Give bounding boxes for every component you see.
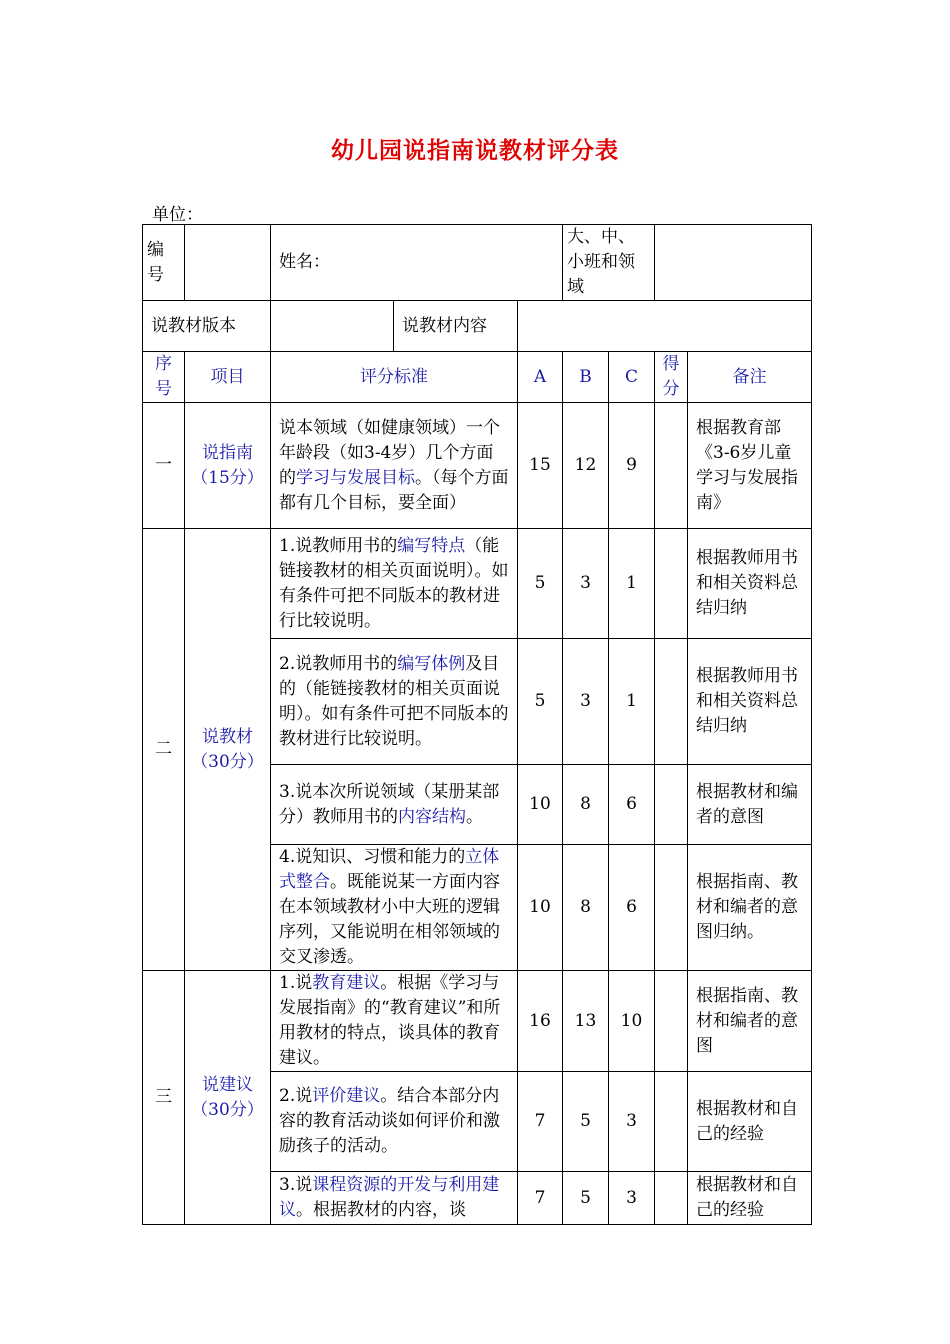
info-row-1	[143, 225, 812, 301]
version-value[interactable]	[271, 301, 394, 351]
score-input[interactable]	[655, 1072, 688, 1172]
number-value[interactable]	[185, 225, 271, 301]
criteria-cell: 3.说本次所说领域（某册某部分）教师用书的内容结构。	[271, 765, 518, 845]
section-seq: 一	[143, 403, 185, 529]
criteria-cell: 1.说教师用书的编写特点（能链接教材的相关页面说明）。如有条件可把不同版本的教材进行比较说明。	[271, 529, 518, 639]
header-seq: 序号	[143, 352, 185, 403]
score-b: 5	[563, 1172, 609, 1225]
score-c: 3	[609, 1072, 655, 1172]
header-c: C	[609, 352, 655, 403]
header-row	[143, 352, 812, 403]
criteria-cell: 1.说教育建议。根据《学习与发展指南》的“教育建议”和所用教材的特点，谈具体的教育建议。	[271, 971, 518, 1072]
score-input[interactable]	[655, 403, 688, 529]
score-input[interactable]	[655, 845, 688, 971]
content-label: 说教材内容	[402, 315, 487, 336]
note-cell: 根据教材和自己的经验	[688, 1172, 812, 1225]
score-c: 3	[609, 1172, 655, 1225]
table-row	[143, 529, 812, 639]
note-cell: 根据教育部《3-6岁儿童学习与发展指南》	[688, 403, 812, 529]
note-cell: 根据教师用书和相关资料总结归纳	[688, 529, 812, 639]
criteria-cell: 3.说课程资源的开发与利用建议。根据教材的内容，谈	[271, 1172, 518, 1225]
header-a: A	[518, 352, 563, 403]
note-cell: 根据教师用书和相关资料总结归纳	[688, 639, 812, 765]
score-b: 5	[563, 1072, 609, 1172]
score-b: 8	[563, 765, 609, 845]
score-c: 6	[609, 845, 655, 971]
score-input[interactable]	[655, 971, 688, 1072]
version-content-split	[271, 301, 518, 352]
score-table	[142, 224, 812, 1225]
section-seq: 三	[143, 971, 185, 1225]
header-item: 项目	[185, 352, 271, 403]
note-cell: 根据指南、教材和编者的意图归纳。	[688, 845, 812, 971]
header-score: 得分	[655, 352, 688, 403]
score-input[interactable]	[655, 1172, 688, 1225]
score-a: 7	[518, 1172, 563, 1225]
criteria-cell: 2.说教师用书的编写体例及目的（能链接教材的相关页面说明）。如有条件可把不同版本的教材进行比较说明。	[271, 639, 518, 765]
score-a: 16	[518, 971, 563, 1072]
info-row-2	[143, 301, 812, 352]
table-row	[143, 971, 812, 1072]
class-value[interactable]	[655, 225, 812, 301]
header-note: 备注	[688, 352, 812, 403]
score-b: 8	[563, 845, 609, 971]
content-value[interactable]	[518, 301, 812, 352]
section-seq: 二	[143, 529, 185, 971]
score-c: 6	[609, 765, 655, 845]
number-label: 编号	[143, 225, 185, 301]
score-a: 10	[518, 845, 563, 971]
score-c: 9	[609, 403, 655, 529]
table-row	[143, 403, 812, 529]
score-c: 10	[609, 971, 655, 1072]
score-c: 1	[609, 639, 655, 765]
criteria-cell: 2.说评价建议。结合本部分内容的教育活动谈如何评价和激励孩子的活动。	[271, 1072, 518, 1172]
section-item: 说建议 （30分）	[185, 971, 271, 1225]
section-item: 说教材 （30分）	[185, 529, 271, 971]
section-item: 说指南 （15分）	[185, 403, 271, 529]
criteria-cell: 4.说知识、习惯和能力的立体式整合。既能说某一方面内容在本领域教材小中大班的逻辑序列，又能说明在相邻领域的交叉渗透。	[271, 845, 518, 971]
name-cell[interactable]: 姓名：	[271, 225, 563, 301]
note-cell: 根据指南、教材和编者的意图	[688, 971, 812, 1072]
score-input[interactable]	[655, 765, 688, 845]
score-b: 3	[563, 529, 609, 639]
score-input[interactable]	[655, 639, 688, 765]
score-b: 13	[563, 971, 609, 1072]
note-cell: 根据教材和自己的经验	[688, 1072, 812, 1172]
score-a: 15	[518, 403, 563, 529]
score-a: 5	[518, 639, 563, 765]
unit-label: 单位：	[152, 205, 203, 225]
score-c: 1	[609, 529, 655, 639]
score-b: 3	[563, 639, 609, 765]
score-b: 12	[563, 403, 609, 529]
criteria-cell: 说本领域（如健康领域）一个年龄段（如3-4岁）几个方面的学习与发展目标。（每个方面都有几个目标，要全面）	[271, 403, 518, 529]
header-b: B	[563, 352, 609, 403]
version-label: 说教材版本	[143, 301, 271, 352]
score-a: 5	[518, 529, 563, 639]
score-input[interactable]	[655, 529, 688, 639]
page-title: 幼儿园说指南说教材评分表	[331, 137, 619, 164]
score-a: 7	[518, 1072, 563, 1172]
header-criteria: 评分标准	[271, 352, 518, 403]
score-a: 10	[518, 765, 563, 845]
class-label: 大、中、小班和领域	[563, 225, 655, 301]
note-cell: 根据教材和编者的意图	[688, 765, 812, 845]
